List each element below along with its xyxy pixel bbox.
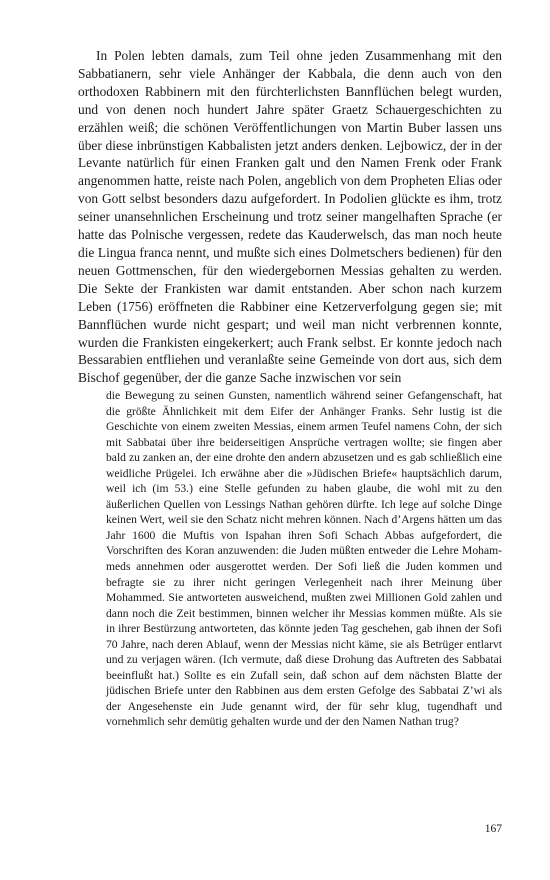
footnote-paragraph: die Bewegung zu seinen Gunsten, namentlich während seiner Gefangenschaft, hat die größte Ähnlichkeit mit dem Eifer der Anhänger Franks. Sehr lustig ist die Geschichte von einem zweiten Messias, einem armen Teufel namens Cohn, der sich mit Sabbatai über ihre beiderseitigen Ansprüche vertragen wollte; sie fingen aber bald zu zanken an, der eine drohte den andern abzusetzen und es gab schließlich eine weidliche Prügelei. Ich erwähne aber die »Jüdischen Briefe« hauptsächlich darum, weil ich (im 53.) eine Stelle gefunden zu haben glaube, die wohl mit zu den äußerlichen Quellen von Lessings Nathan gehören dürfte. Ich lege auf solche Dinge keinen Wert, weil sie den Schatz nicht mehren können. Nach d’Argens hätten um das Jahr 1600 die Muftis von Ispahan ihren Sofi Schach Abbas aufgefordert, die Vorschriften des Koran anzuwenden: die Juden müßten entweder die Lehre Mohammeds annehmen oder ausgerottet werden. Der Sofi ließ die Juden kommen und befragte sie zu ihrer nicht geringen Verlegenheit nach ihrer Meinung über Mohammed. Sie antworteten ausweichend, mußten zwei Millionen Gold zahlen und dann noch die Zeit bestimmen, binnen welcher ihr Messias kommen müßte. Als sie in ihrer Bestürzung antworteten, das könnte jeden Tag geschehen, gab ihnen der Sofi 70 Jahre, nach deren Ablauf, wenn der Messias nicht käme, sie als Betrüger entlarvt und zu verjagen wären. (Ich vermute, daß diese Drohung das Auftreten des Sabbatai beeinflußt hat.) Sollte es ein Zufall sein, daß schon auf dem nächsten Blatte der jüdischen Briefe unter den Rabbinen aus dem ersten Gefolge des Sabbatai Z’wi als der Angesehenste ein Jude genannt wird, der für sehr klug, tugendhaft und vornehmlich sehr demütig gehalten wurde und der den Namen Nathan trug? <box>106 389 502 729</box>
page-number: 167 <box>484 823 502 835</box>
main-body-paragraph <box>78 47 502 387</box>
main-paragraph-text: In Polen lebten damals, zum Teil ohne jeden Zusammenhang mit den Sabbatianern, sehr viele Anhänger der Kabbala, die denn auch von den orthodoxen Rabbinern mit den fürchterlichsten Bannflüchen belegt wurden, und von denen noch hundert Jahre später Graetz Schauergeschichten zu erzählen weiß; die schönen Veröffentlichungen von Martin Buber lassen uns über diese inbrünstigen Kabbalisten jetzt anders denken. Lejbowicz, der in der Levante natürlich für einen Franken galt und den Namen Frenk oder Frank angenommen hatte, reiste nach Polen, angeblich von dem Propheten Elias oder von Gott selbst besonders dazu aufgefordert. In Podolien glückte es ihm, trotz seiner unansehnlichen Erscheinung und trotz seiner mangelhaften Sprache (er hatte das Polnische vergessen, redete das Kauderwelsch, das man noch heute die Lingua franca nennt, und mußte sich eines Dolmetschers bedienen) für den neuen Gottmenschen, für den wiedergebornen Messias gehalten zu werden. Die Sekte der Frankisten war damit entstanden. Aber schon nach kurzem Leben (1756) eröffneten die Rabbiner eine Ketzerverfolgung gegen sie; mit Bannflüchen wurde nicht gespart; und weil man nicht verbrennen konnte, wurden die Frankisten eingekerkert; auch Frank selbst. Er konnte jedoch nach Bessarabien entfliehen und veranlaßte seine Gemeinde von dort aus, sich dem Bischof gegenüber, der die ganze Sache inzwischen vor sein <box>78 48 502 386</box>
